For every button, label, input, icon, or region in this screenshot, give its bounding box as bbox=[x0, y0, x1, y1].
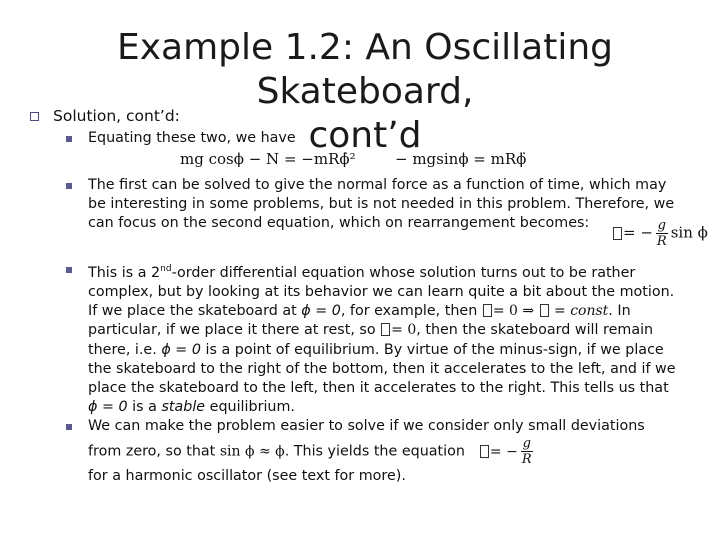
heading-text: Solution, cont’d: bbox=[53, 107, 180, 125]
bullet-icon bbox=[66, 183, 72, 189]
equation-harmonic: = − $\frac{g}{R}$ bbox=[479, 444, 536, 460]
item-text: The first can be solved to give the normal force as a function of time, which may be interesting in some problems, but is not needed in this problem. Therefore, we can focus on the second equation, which on rearrangement becomes: bbox=[88, 177, 675, 232]
inline-equation: = 0 bbox=[380, 322, 416, 338]
list-item bbox=[66, 260, 676, 417]
inline-equation: = 0 ⇒ = const bbox=[482, 303, 608, 319]
item-text: This is a 2nd-order differential equation whose solution turns out to be rather complex, but by looking at its behavior we can learn quite a bit about the motion. If we place the skateboard at ϕ = 0, for example, then = 0 ⇒ = const. In particular, if we place it there at rest, so = 0, then the skateboard will remain there, i.e. ϕ = 0 is a point of equilibrium. By virtue of the minus-sign, if we place the skateboard to the right of the bottom, then it accelerates to the left, and if we place the skateboard to the left, then it accelerates to the right. This tells us that ϕ = 0 is a stable equilibrium. bbox=[88, 264, 676, 416]
bullet-icon bbox=[66, 267, 72, 273]
item-text: Equating these two, we have bbox=[88, 130, 296, 146]
equation-motion: = − $\frac{g}{R}$ sin ϕ bbox=[612, 218, 708, 249]
solution-heading bbox=[30, 107, 180, 125]
list-item bbox=[66, 417, 676, 486]
title-line-2: cont’d bbox=[308, 115, 422, 156]
square-bullet-icon bbox=[30, 112, 39, 121]
equation-normal: mg cosϕ − N = −mRϕ̇² bbox=[180, 150, 356, 168]
equation-tangential: − mgsinϕ = mRϕ̈ bbox=[395, 150, 527, 168]
inline-equation: sin ϕ ≈ ϕ bbox=[219, 443, 285, 460]
phi-ddot-symbol bbox=[613, 227, 622, 240]
list-item bbox=[66, 129, 676, 148]
bullet-icon bbox=[66, 424, 72, 430]
bullet-icon bbox=[66, 136, 72, 142]
title-line-1: Example 1.2: An Oscillating Skateboard, bbox=[116, 27, 614, 112]
item-text: We can make the problem easier to solve if we consider only small deviations from zero, so that sin ϕ ≈ ϕ. This yields the equation = − $\frac{g}{R}$ for a harmonic oscillator (see text for more). bbox=[88, 418, 645, 485]
fraction: $\frac{g}{R}$ bbox=[656, 218, 667, 249]
list-item bbox=[66, 176, 676, 234]
